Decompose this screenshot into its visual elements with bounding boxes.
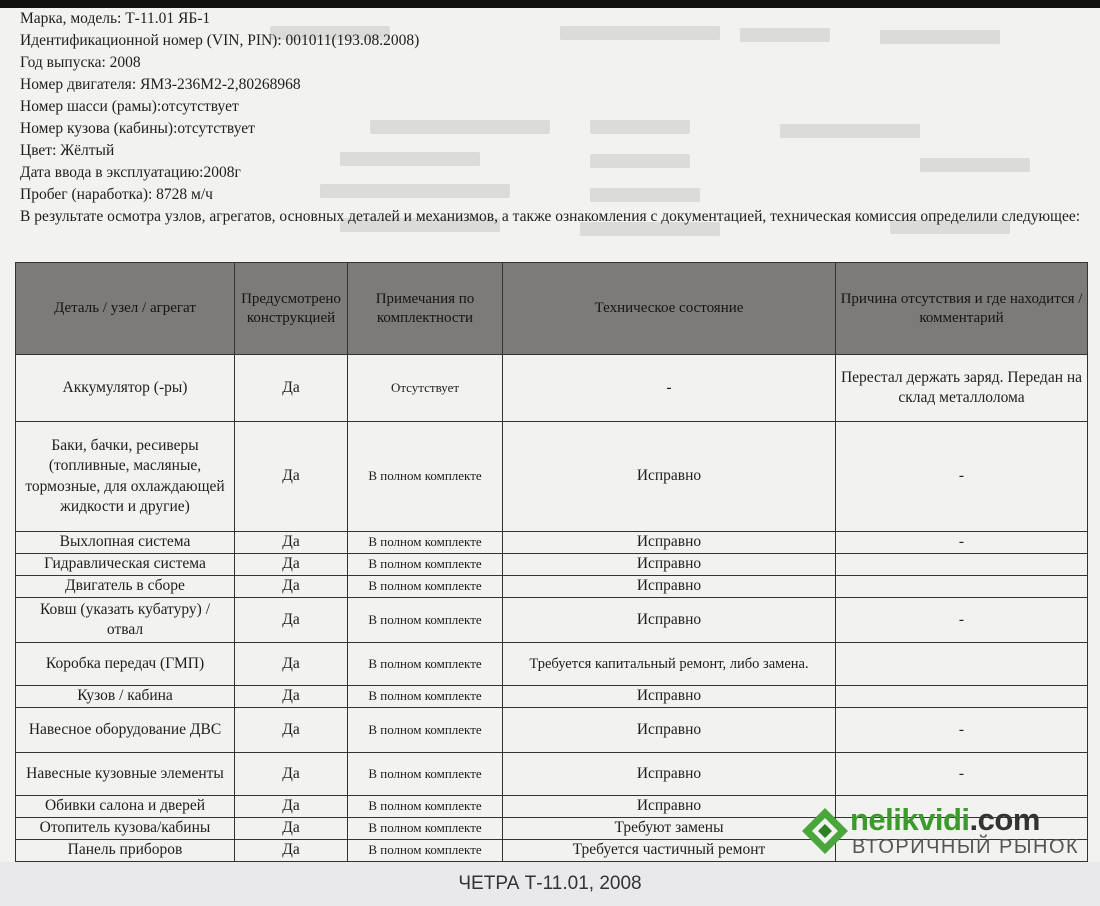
logo-tagline: ВТОРИЧНЫЙ РЫНОК — [852, 836, 1080, 858]
part-condition: Требуется частичный ремонт — [503, 840, 836, 862]
table-row — [16, 355, 1088, 422]
part-condition: Исправно — [503, 796, 836, 818]
part-completeness: В полном комплекте — [348, 818, 503, 840]
part-condition: Исправно — [503, 708, 836, 753]
part-completeness: Отсутствует — [348, 355, 503, 422]
part-name: Гидравлическая система — [16, 554, 235, 576]
part-name: Коробка передач (ГМП) — [16, 643, 235, 686]
part-name: Навесные кузовные элементы — [16, 753, 235, 796]
part-provided: Да — [235, 840, 348, 862]
col-header-part: Деталь / узел / агрегат — [16, 263, 235, 355]
part-condition: Исправно — [503, 532, 836, 554]
part-condition: Исправно — [503, 422, 836, 532]
part-condition: - — [503, 355, 836, 422]
inspection-intro: В результате осмотра узлов, агрегатов, основных деталей и механизмов, а также ознакомления с документацией, техническая комиссия определили следующее: — [20, 208, 1081, 225]
top-bar — [0, 0, 1100, 8]
logo-brand: nelikvidi — [850, 802, 970, 837]
part-completeness: В полном комплекте — [348, 796, 503, 818]
nelikvidi-logo-icon — [800, 806, 850, 856]
part-completeness: В полном комплекте — [348, 532, 503, 554]
part-comment — [836, 554, 1088, 576]
part-comment — [836, 643, 1088, 686]
part-provided: Да — [235, 686, 348, 708]
col-header-condition: Техническое состояние — [503, 263, 836, 355]
document-scan — [0, 8, 1100, 862]
part-provided: Да — [235, 796, 348, 818]
part-name: Отопитель кузова/кабины — [16, 818, 235, 840]
vehicle-year: Год выпуска: 2008 — [20, 54, 141, 71]
part-provided: Да — [235, 753, 348, 796]
vehicle-mileage: Пробег (наработка): 8728 м/ч — [20, 186, 213, 203]
col-header-completeness: Примечания по комплектности — [348, 263, 503, 355]
vehicle-engine-number: Номер двигателя: ЯМЗ-236М2-2,80268968 — [20, 76, 301, 93]
table-row — [16, 643, 1088, 686]
part-name: Обивки салона и дверей — [16, 796, 235, 818]
image-caption: ЧЕТРА Т-11.01, 2008 — [458, 873, 642, 894]
table-row — [16, 598, 1088, 643]
part-comment: - — [836, 422, 1088, 532]
part-condition: Исправно — [503, 598, 836, 643]
vehicle-color: Цвет: Жёлтый — [20, 142, 115, 159]
part-condition: Требуется капитальный ремонт, либо замена. — [503, 643, 836, 686]
vehicle-commission-date: Дата ввода в эксплуатацию:2008г — [20, 164, 241, 181]
table-row — [16, 753, 1088, 796]
part-completeness: В полном комплекте — [348, 422, 503, 532]
part-provided: Да — [235, 643, 348, 686]
table-row — [16, 576, 1088, 598]
part-name: Двигатель в сборе — [16, 576, 235, 598]
vehicle-model: Марка, модель: Т-11.01 ЯБ-1 — [20, 10, 211, 27]
part-condition: Исправно — [503, 576, 836, 598]
part-provided: Да — [235, 598, 348, 643]
part-completeness: В полном комплекте — [348, 686, 503, 708]
part-name: Баки, бачки, ресиверы (топливные, масляные, тормозные, для охлаждающей жидкости и другие) — [16, 422, 235, 532]
part-name: Ковш (указать кубатуру) / отвал — [16, 598, 235, 643]
nelikvidi-watermark — [800, 804, 1080, 860]
part-condition: Исправно — [503, 554, 836, 576]
part-comment: - — [836, 532, 1088, 554]
part-provided: Да — [235, 554, 348, 576]
part-condition: Исправно — [503, 686, 836, 708]
part-completeness: В полном комплекте — [348, 576, 503, 598]
part-completeness: В полном комплекте — [348, 753, 503, 796]
part-provided: Да — [235, 576, 348, 598]
part-comment: - — [836, 753, 1088, 796]
table-row — [16, 422, 1088, 532]
part-provided: Да — [235, 532, 348, 554]
part-comment: - — [836, 708, 1088, 753]
logo-tld: .com — [969, 802, 1040, 837]
part-comment: - — [836, 598, 1088, 643]
part-provided: Да — [235, 422, 348, 532]
part-completeness: В полном комплекте — [348, 598, 503, 643]
table-row — [16, 554, 1088, 576]
part-provided: Да — [235, 708, 348, 753]
vehicle-chassis-number: Номер шасси (рамы):отсутствует — [20, 98, 239, 115]
part-comment — [836, 576, 1088, 598]
table-row — [16, 532, 1088, 554]
part-name: Выхлопная система — [16, 532, 235, 554]
part-comment: Перестал держать заряд. Передан на склад металлолома — [836, 355, 1088, 422]
table-row — [16, 686, 1088, 708]
inspection-table — [15, 262, 1088, 862]
part-name: Аккумулятор (-ры) — [16, 355, 235, 422]
part-completeness: В полном комплекте — [348, 554, 503, 576]
part-name: Панель приборов — [16, 840, 235, 862]
part-name: Кузов / кабина — [16, 686, 235, 708]
table-row — [16, 708, 1088, 753]
part-completeness: В полном комплекте — [348, 708, 503, 753]
part-comment — [836, 686, 1088, 708]
vehicle-body-number: Номер кузова (кабины):отсутствует — [20, 120, 255, 137]
part-condition: Исправно — [503, 753, 836, 796]
vehicle-vin: Идентификационной номер (VIN, PIN): 001011(193.08.2008) — [20, 32, 420, 49]
part-provided: Да — [235, 355, 348, 422]
vehicle-info — [20, 8, 1085, 227]
col-header-provided: Предусмотрено конструкцией — [235, 263, 348, 355]
col-header-comment: Причина отсутствия и где находится / комментарий — [836, 263, 1088, 355]
part-completeness: В полном комплекте — [348, 840, 503, 862]
part-condition: Требуют замены — [503, 818, 836, 840]
part-completeness: В полном комплекте — [348, 643, 503, 686]
part-name: Навесное оборудование ДВС — [16, 708, 235, 753]
table-header-row — [16, 263, 1088, 355]
part-provided: Да — [235, 818, 348, 840]
